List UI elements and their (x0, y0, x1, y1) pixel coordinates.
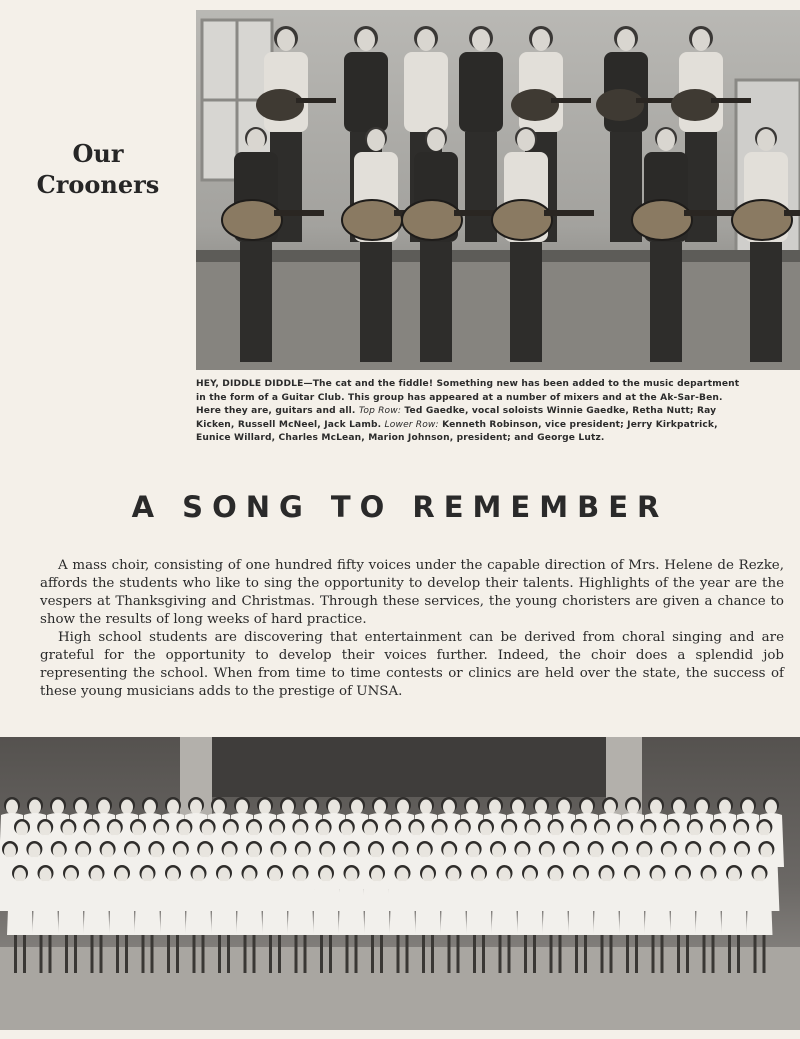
paragraph-2: High school students are discovering that entertainment can be derived from choral singing and are grateful for the opportunity to develop their voices further. Indeed, the choir does a splendid job representing the school. When from time to time contests or clinics are held over the state, the success of these young musicians adds to the prestige of UNSA. (40, 630, 784, 699)
guitar-club-photo (196, 10, 800, 370)
caption-lower-row-label: Lower Row: (384, 419, 439, 430)
caption-text: HEY, DIDDLE DIDDLE—The cat and the fiddle! Something new has been added to the music department in the form of a Guitar Club. This group has appeared at a number of mixers and at the Ak-Sar-Ben. Here they are, guitars and all. (196, 379, 740, 416)
paragraph-1: A mass choir, consisting of one hundred fifty voices under the capable direction of Mrs. Helene de Rezke, affords the students who like to sing the opportunity to develop their talents. Highlights of the year are the vespers at Thanksgiving and Christmas. Through these services, the young choristers are given a chance to show the results of long weeks of hard practice. (40, 558, 784, 627)
page-heading: A SONG TO REMEMBER (131, 490, 669, 524)
caption-top-row-names: Ted Gaedke, vocal soloists Winnie Gaedke, Retha Nutt; Ray Kicken, Russell McNeel, Jack Lamb. (196, 406, 717, 430)
choir-photo (0, 737, 800, 1030)
photo-caption (196, 378, 750, 446)
section-title-line2: Crooners (36, 170, 160, 199)
article-body (40, 557, 784, 701)
caption-lower-row-names: Kenneth Robinson, vice president; Jerry Kirkpatrick, Eunice Willard, Charles McLean, Marion Johnson, president; and George Lutz. (196, 419, 718, 443)
section-title (20, 138, 176, 200)
caption-top-row-label: Top Row: (358, 406, 402, 416)
section-title-line1: Our (72, 139, 124, 168)
